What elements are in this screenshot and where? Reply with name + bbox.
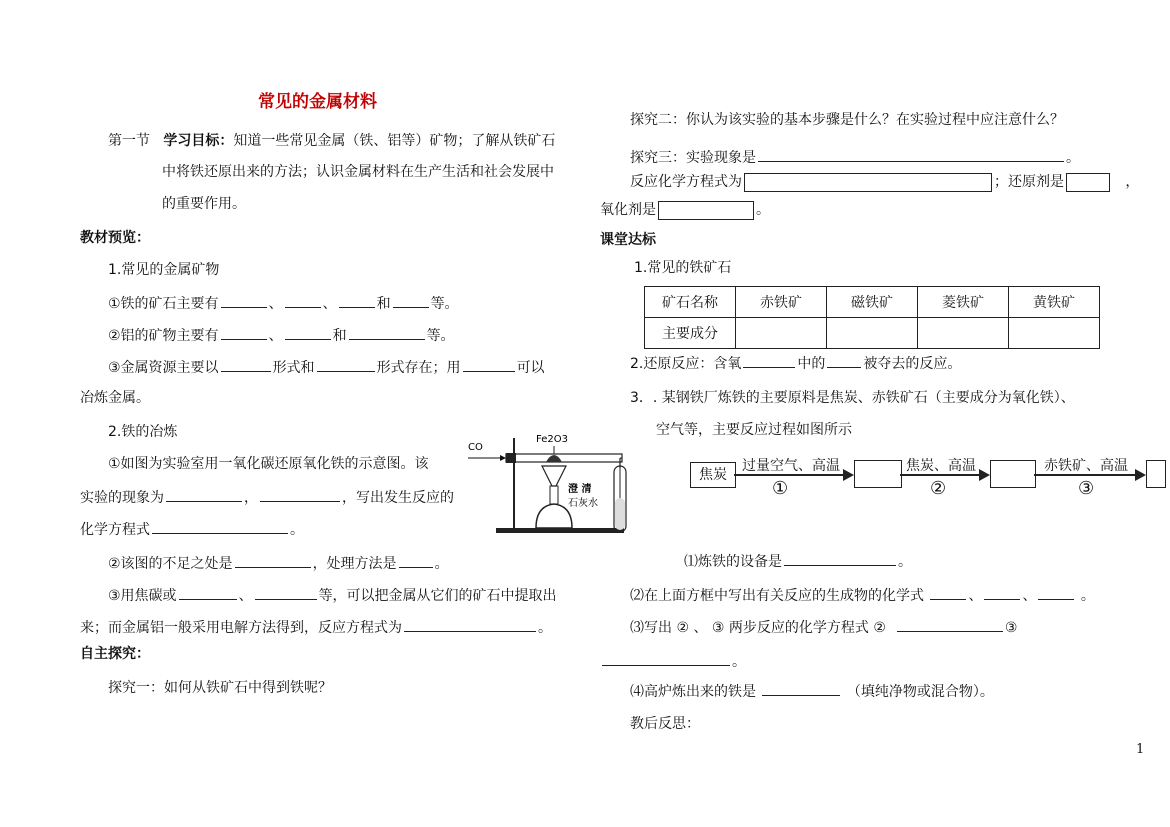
blank-resource-form-1[interactable]	[221, 356, 271, 372]
goal-label: 学习目标：	[163, 133, 234, 149]
table-header-cell: 矿石名称	[645, 287, 736, 318]
blank-experiment-phenomenon[interactable]	[758, 146, 1064, 162]
blank-iron-ore-2[interactable]	[285, 292, 321, 308]
gas-arrowhead	[500, 455, 506, 461]
learning-goal-line1	[108, 131, 555, 151]
item-metal-minerals: 1.常见的金属矿物	[108, 262, 220, 278]
flow-arrowhead-3	[1135, 469, 1146, 481]
explore-heading: 自主探究：	[80, 646, 150, 662]
blank-product-formula-2[interactable]	[984, 584, 1020, 600]
blank-electrolysis-equation[interactable]	[404, 616, 536, 632]
blank-removed-element[interactable]	[827, 352, 861, 368]
item-iron-ores: 1.常见的铁矿石	[634, 260, 732, 276]
blank-phenomenon-2[interactable]	[260, 486, 340, 502]
blank-deficiency[interactable]	[235, 552, 311, 568]
question-metal-resources: ③金属资源主要以 形式和 形式存在；用 可以	[108, 356, 545, 378]
flow-arrow-3-label: 赤铁矿、高温	[1044, 458, 1128, 474]
explore-one: 探究一：如何从铁矿石中得到铁呢？	[108, 680, 332, 696]
blank-iron-ore-1[interactable]	[221, 292, 267, 308]
flow-product-box-1[interactable]	[854, 460, 902, 488]
co-reduction-apparatus-diagram	[462, 428, 632, 538]
limewater-label-2: 石灰水	[568, 498, 598, 509]
question-experiment-line1: ①如图为实验室用一氧化碳还原氧化铁的示意图。该	[108, 456, 429, 472]
table-row-label: 主要成分	[645, 318, 736, 349]
blank-iron-ore-4[interactable]	[393, 292, 429, 308]
flow-step-1: ①	[772, 478, 789, 499]
reduction-reaction-line: 2.还原反应：含氧 中的 被夺去的反应。	[630, 352, 961, 374]
question-reducing-agents: ③用焦碳或 、 等，可以把金属从它们的矿石中提取出	[108, 584, 557, 606]
sub-question-2: ⑵在上面方框中写出有关反应的生成物的化学式 、 、 。	[630, 584, 1095, 606]
table-row	[645, 318, 1100, 349]
flow-arrowhead-2	[979, 469, 990, 481]
steel-plant-line2: 空气等，主要反应过程如图所示	[656, 422, 852, 438]
page-title: 常见的金属材料	[258, 92, 377, 112]
explore-three: 探究三：实验现象是 。	[630, 146, 1080, 168]
fe2o3-label: Fe2O3	[536, 434, 568, 445]
iron-ore-table	[644, 286, 1100, 349]
limewater-label-1: 澄 清	[568, 484, 592, 495]
table-header-cell: 磁铁矿	[827, 287, 918, 318]
flow-arrow-1-label: 过量空气、高温	[742, 458, 840, 474]
table-header-cell: 赤铁矿	[736, 287, 827, 318]
blank-smelting-equipment[interactable]	[784, 550, 896, 566]
goal-text-3: 的重要作用。	[162, 196, 246, 212]
blank-equation-step-3[interactable]	[602, 650, 730, 666]
table-answer-cell[interactable]	[736, 318, 827, 349]
class-heading: 课堂达标	[600, 232, 656, 248]
lamp-neck	[550, 486, 558, 504]
table-answer-cell[interactable]	[918, 318, 1009, 349]
sub-question-3: ⑶写出 ② 、 ③ 两步反应的化学方程式 ② ③	[630, 616, 1017, 638]
reaction-equation-line: 反应化学方程式为 ；还原剂是 ，	[630, 174, 1140, 190]
blank-product-formula-1[interactable]	[930, 584, 966, 600]
item-iron-smelting: 2.铁的冶炼	[108, 424, 178, 440]
goal-text-2: 中将铁还原出来的方法；认识金属材料在生产生活和社会发展中	[162, 164, 554, 180]
blank-treatment[interactable]	[399, 552, 433, 568]
alcohol-lamp	[536, 504, 572, 528]
blank-product-formula-3[interactable]	[1038, 584, 1074, 600]
blank-reducer-1[interactable]	[179, 584, 237, 600]
sub-question-3-line2: 。	[600, 650, 746, 672]
question-aluminum-electrolysis: 来；而金属铝一般采用电解方法得到，反应方程式为 。	[80, 616, 552, 638]
blank-resource-form-2[interactable]	[317, 356, 375, 372]
flow-product-box-3[interactable]	[1146, 460, 1166, 488]
sub-question-4: ⑷高炉炼出来的铁是 （填纯净物或混合物）。	[630, 680, 994, 702]
table-header-cell: 菱铁矿	[918, 287, 1009, 318]
blank-iron-ore-3[interactable]	[339, 292, 375, 308]
blank-reducer-2[interactable]	[255, 584, 317, 600]
oxidant-line: 氧化剂是 。	[600, 202, 770, 218]
blank-aluminum-2[interactable]	[285, 324, 331, 340]
flow-arrowhead-1	[843, 469, 854, 481]
table-answer-cell[interactable]	[1009, 318, 1100, 349]
flow-step-3: ③	[1078, 478, 1095, 499]
steel-plant-line1: 3．. 某钢铁厂炼铁的主要原料是焦炭、赤铁矿石（主要成分为氧化铁）、	[630, 390, 1075, 406]
goal-text-1: 知道一些常见金属（铁、铝等）矿物；了解从铁矿石	[233, 133, 556, 149]
blank-oxygen-compound[interactable]	[743, 352, 795, 368]
table-row	[645, 287, 1100, 318]
page-number: 1	[1136, 742, 1145, 757]
flow-start-coke: 焦炭	[690, 462, 736, 488]
question-aluminum-minerals: ②铝的矿物主要有 、 和 等。	[108, 324, 455, 346]
box-reducing-agent[interactable]	[1066, 173, 1110, 192]
metal-resources-line2: 冶炼金属。	[80, 390, 150, 406]
blank-phenomenon-1[interactable]	[166, 486, 242, 502]
table-header-cell: 黄铁矿	[1009, 287, 1100, 318]
blank-equation-step-2[interactable]	[897, 616, 1003, 632]
flow-step-2: ②	[930, 478, 947, 499]
box-oxidizing-agent[interactable]	[658, 201, 754, 220]
stopper-left	[506, 453, 516, 463]
blank-aluminum-1[interactable]	[221, 324, 267, 340]
blank-aluminum-3[interactable]	[349, 324, 425, 340]
preview-heading: 教材预览：	[80, 230, 150, 246]
limewater	[615, 498, 625, 530]
explore-two: 探究二：你认为该实验的基本步骤是什么？在实验过程中应注意什么？	[630, 112, 1064, 128]
box-reaction-equation[interactable]	[744, 173, 992, 192]
flame-cover	[542, 466, 566, 486]
question-iron-ores: ①铁的矿石主要有 、 、 和 等。	[108, 292, 459, 314]
blank-iron-type[interactable]	[762, 680, 840, 696]
question-deficiency: ②该图的不足之处是 ，处理方法是 。	[108, 552, 449, 574]
teaching-reflection: 教后反思：	[630, 716, 700, 732]
sub-question-1: ⑴炼铁的设备是 。	[684, 550, 912, 572]
table-answer-cell[interactable]	[827, 318, 918, 349]
question-experiment-line2: 实验的现象为 ， ，写出发生反应的	[80, 486, 454, 508]
question-experiment-line3: 化学方程式 。	[80, 518, 304, 540]
section-label: 第一节	[108, 133, 150, 149]
blank-equation[interactable]	[152, 518, 288, 534]
flow-arrow-2-label: 焦炭、高温	[906, 458, 976, 474]
blank-smelting-agent[interactable]	[463, 356, 515, 372]
flow-product-box-2[interactable]	[990, 460, 1036, 488]
fe2o3-powder	[546, 455, 562, 462]
co-label: CO	[468, 442, 483, 453]
glass-tube	[506, 454, 622, 462]
